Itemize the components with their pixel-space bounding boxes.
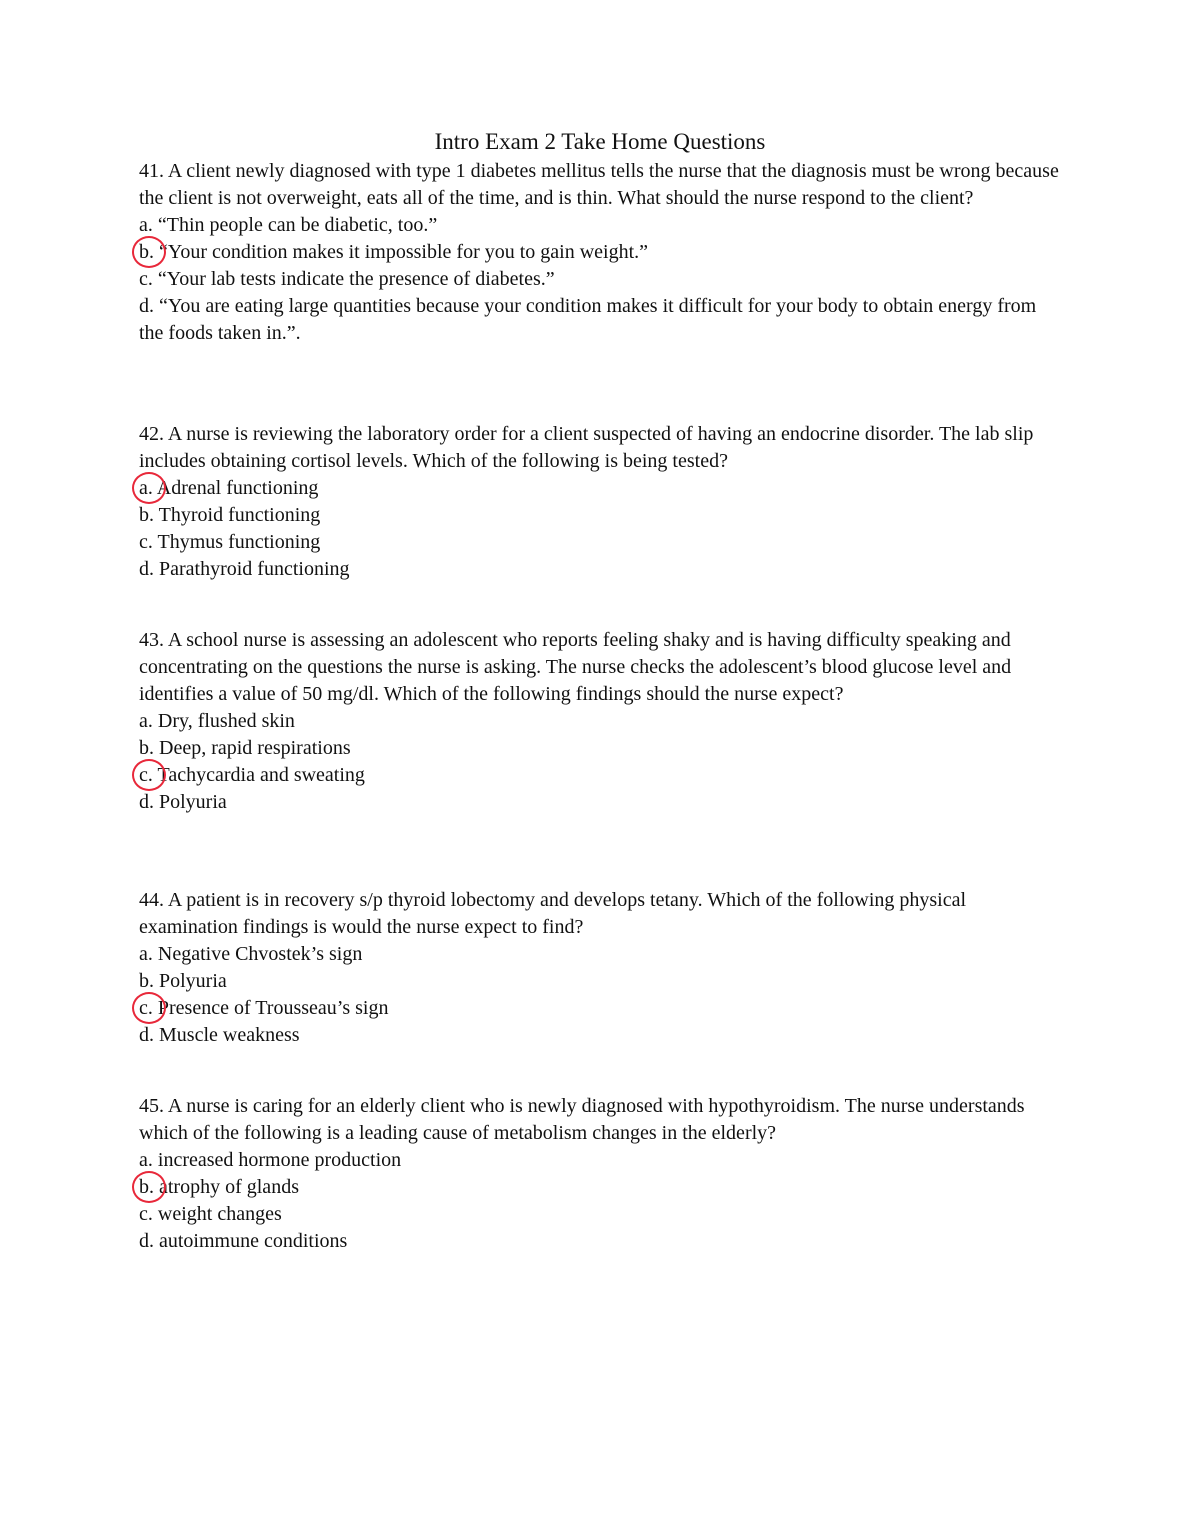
option-letter: a. [139,943,153,965]
option-text: weight changes [152,1203,282,1225]
option-b [139,968,1059,995]
answer-options [139,1147,1059,1255]
option-letter: d. [139,1024,154,1046]
option-c [139,762,1059,789]
question-44 [139,887,1059,1049]
option-a [139,212,1059,239]
option-letter: c. [139,268,153,290]
option-text: atrophy of glands [154,1176,299,1198]
option-letter: c. [139,531,153,553]
option-letter: a. [139,475,153,502]
option-text: “You are eating large quantities because your condition makes it difficult for your body to obtain energy from the foods taken in.”. [139,295,1037,344]
option-b [139,1174,1059,1201]
option-text: Polyuria [154,970,227,992]
option-letter: a. [139,214,153,236]
option-letter: d. [139,558,154,580]
option-letter: b. [139,1174,154,1201]
option-c [139,266,1059,293]
option-d [139,1022,1059,1049]
option-text: Thymus functioning [152,531,321,553]
option-letter: d. [139,1230,154,1252]
option-letter: b. [139,737,154,759]
question-stem: 43. A school nurse is assessing an adolescent who reports feeling shaky and is having difficulty speaking and concentrating on the questions the nurse is asking. The nurse checks the adolescent’s blood glucose level and identifies a value of 50 mg/dl. Which of the following findings should the nurse expect? [139,629,1012,705]
option-letter: c. [139,762,153,789]
answer-options [139,708,1059,816]
question-43 [139,627,1059,816]
option-text: autoimmune conditions [154,1230,348,1252]
question-stem: 41. A client newly diagnosed with type 1 diabetes mellitus tells the nurse that the diagnosis must be wrong because the client is not overweight, eats all of the time, and is thin. What should the nurse respond to the client? [139,160,1059,209]
question-stem: 44. A patient is in recovery s/p thyroid lobectomy and develops tetany. Which of the following physical examination findings is would the nurse expect to find? [139,889,967,938]
option-text: Negative Chvostek’s sign [152,943,363,965]
option-a [139,475,1059,502]
option-text: “Your condition makes it impossible for you to gain weight.” [154,241,649,263]
option-a [139,708,1059,735]
option-c [139,529,1059,556]
option-c [139,995,1059,1022]
option-letter: d. [139,791,154,813]
page-title: Intro Exam 2 Take Home Questions [434,129,766,154]
option-b [139,239,1059,266]
option-text: Presence of Trousseau’s sign [152,997,389,1019]
option-letter: a. [139,1149,153,1171]
option-letter: c. [139,995,153,1022]
answer-options [139,212,1059,347]
question-45 [139,1093,1059,1255]
question-41 [139,158,1059,347]
option-d [139,1228,1059,1255]
option-text: Adrenal functioning [152,477,319,499]
question-stem: 45. A nurse is caring for an elderly client who is newly diagnosed with hypothyroidism. The nurse understands which of the following is a leading cause of metabolism changes in the elderly? [139,1095,1025,1144]
option-text: Deep, rapid respirations [154,737,351,759]
answer-options [139,475,1059,583]
option-text: Tachycardia and sweating [152,764,365,786]
option-d [139,556,1059,583]
question-42 [139,421,1059,583]
option-a [139,1147,1059,1174]
option-b [139,735,1059,762]
option-text: “Thin people can be diabetic, too.” [152,214,438,236]
option-c [139,1201,1059,1228]
option-letter: b. [139,970,154,992]
option-text: “Your lab tests indicate the presence of diabetes.” [152,268,555,290]
option-text: Muscle weakness [154,1024,300,1046]
option-b [139,502,1059,529]
option-text: Parathyroid functioning [154,558,350,580]
option-text: increased hormone production [152,1149,402,1171]
question-stem: 42. A nurse is reviewing the laboratory order for a client suspected of having an endocrine disorder. The lab slip includes obtaining cortisol levels. Which of the following is being tested? [139,423,1034,472]
option-a [139,941,1059,968]
option-text: Dry, flushed skin [152,710,295,732]
option-d [139,789,1059,816]
option-letter: a. [139,710,153,732]
option-text: Thyroid functioning [154,504,321,526]
answer-options [139,941,1059,1049]
option-letter: b. [139,239,154,266]
option-letter: b. [139,504,154,526]
option-d [139,293,1059,347]
option-letter: c. [139,1203,153,1225]
option-letter: d. [139,295,154,317]
option-text: Polyuria [154,791,227,813]
